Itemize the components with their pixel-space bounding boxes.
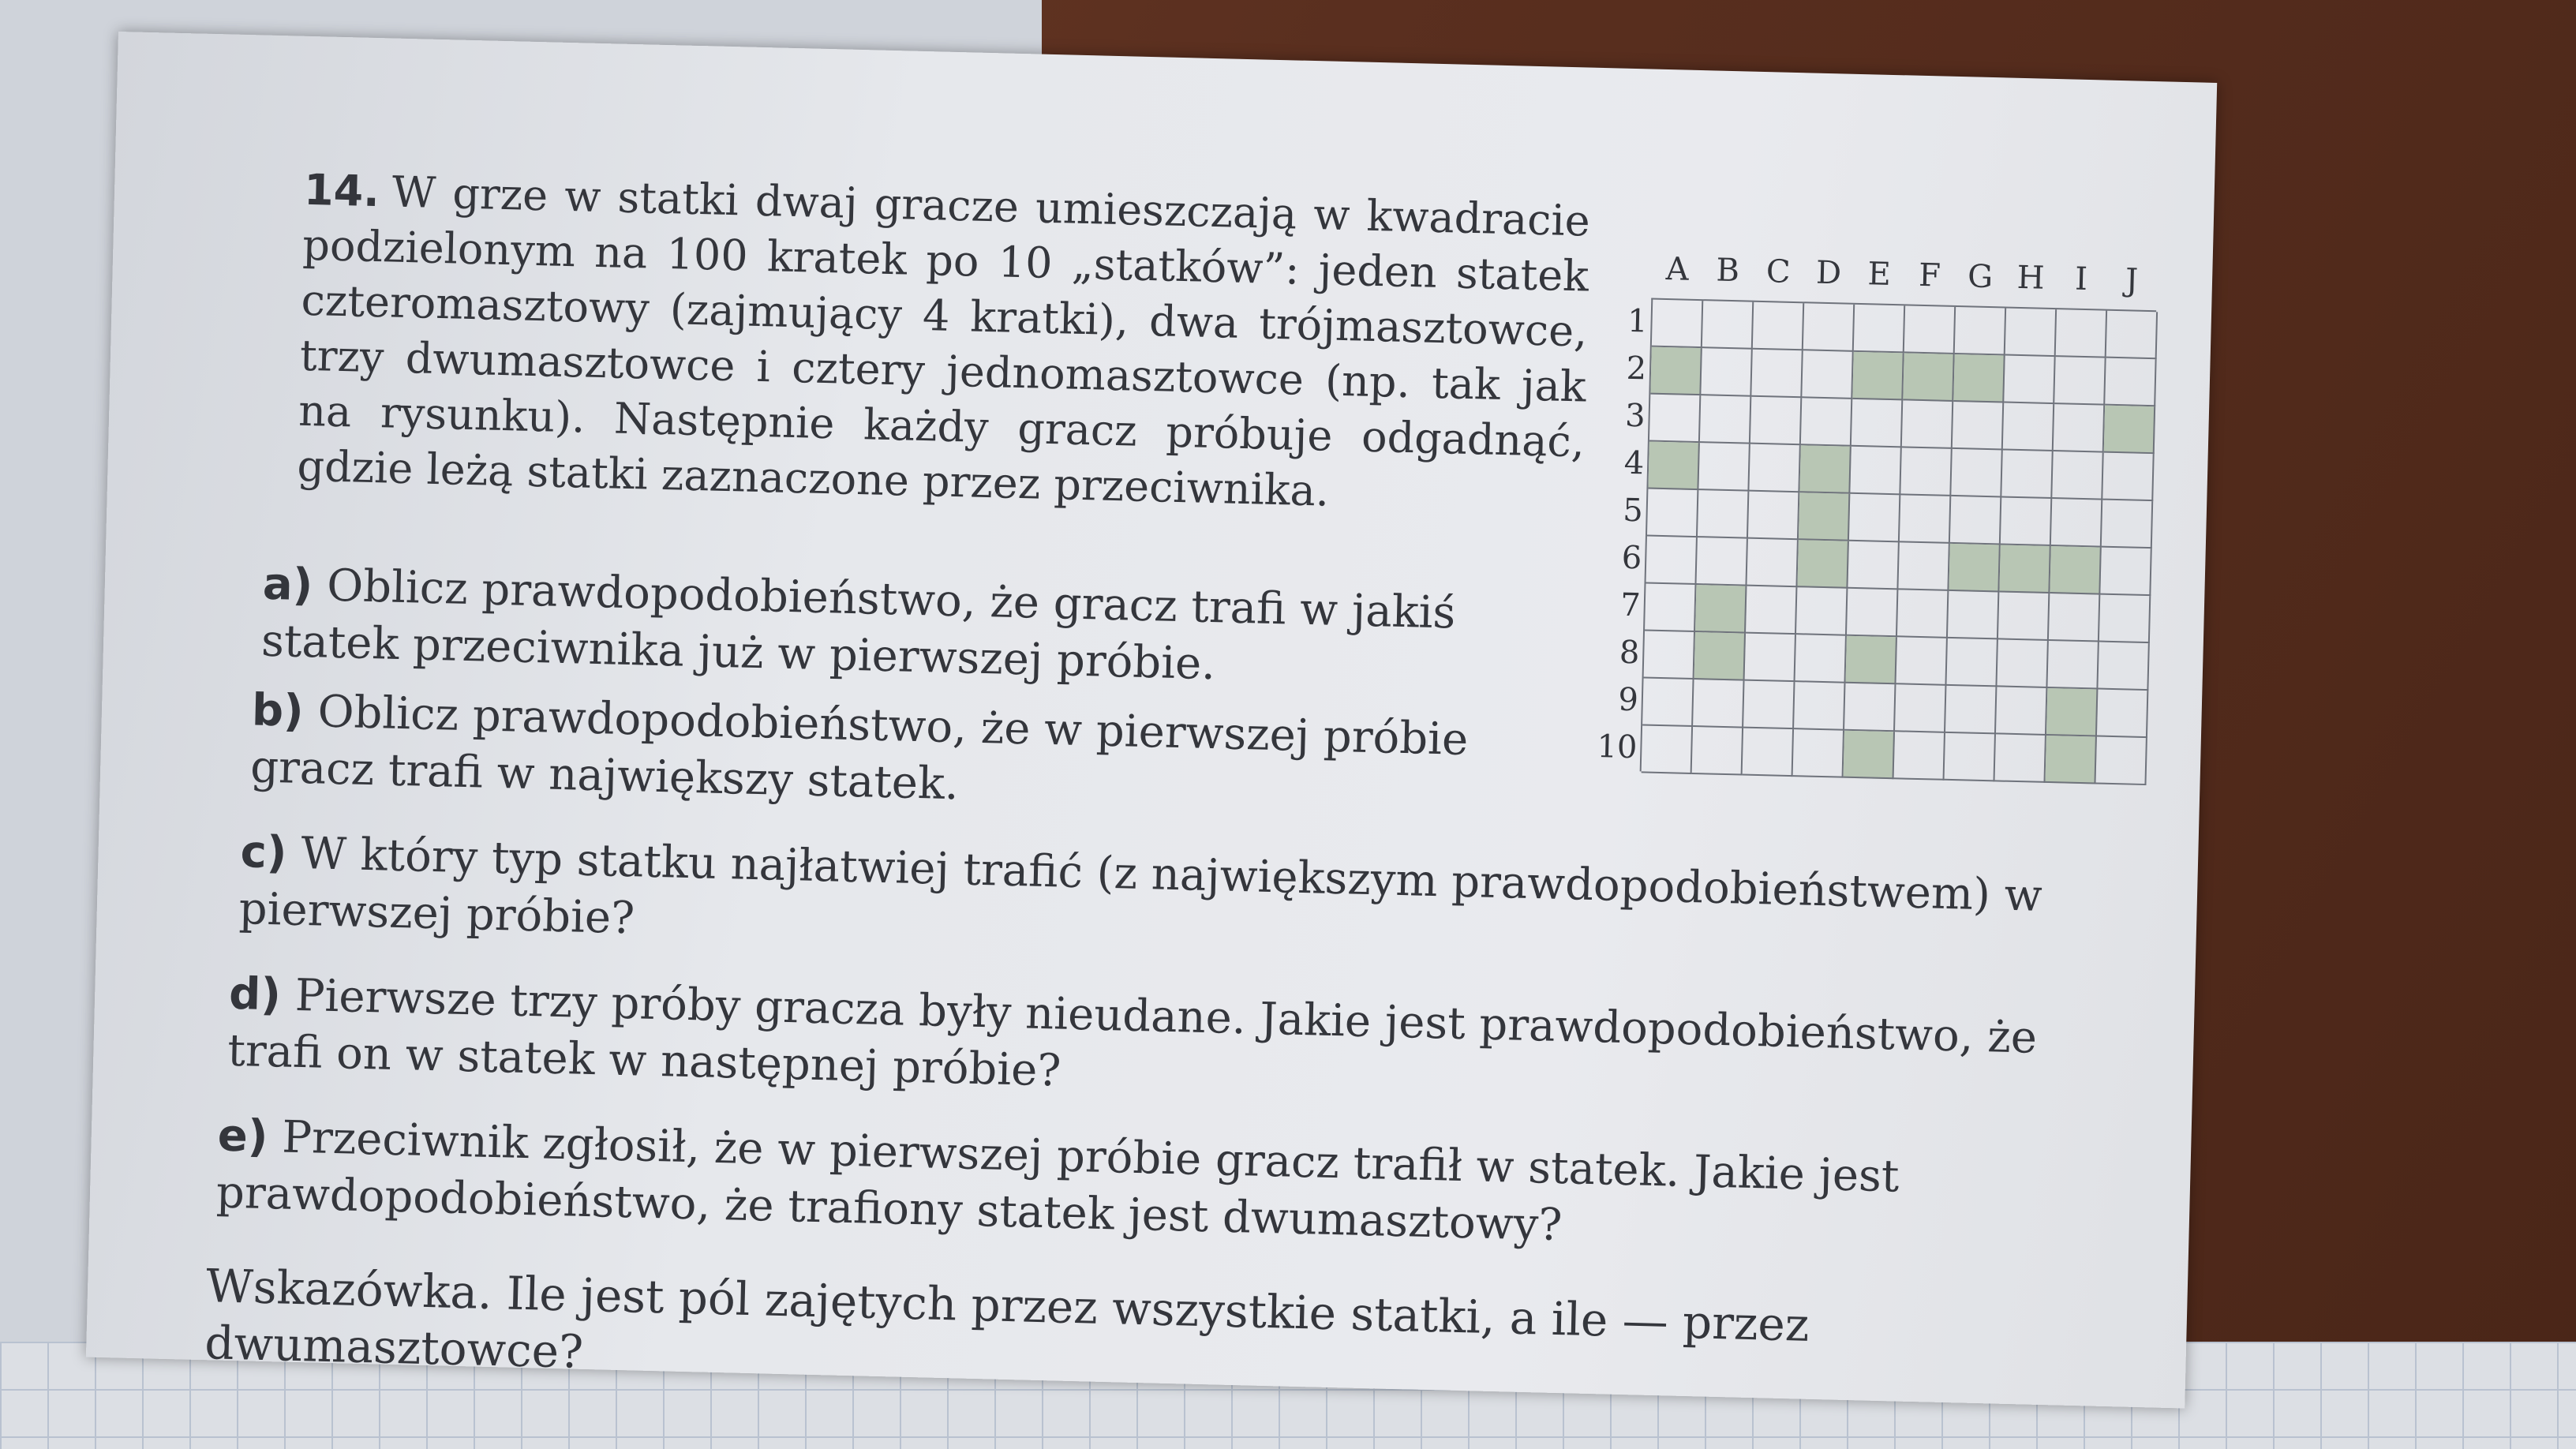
row-label: 3 [1624,397,1646,435]
subquestion-b [249,682,1593,828]
grid-cell [1693,680,1744,728]
grid-cell [1854,305,1905,354]
grid-cell [1802,350,1853,399]
grid-cell [1745,634,1796,683]
grid-cell [1793,729,1844,778]
grid-cell [2004,356,2055,405]
grid-cell [2052,451,2103,500]
grid-cell [1794,682,1845,731]
ship-cell [1650,347,1702,396]
problem-text: W grze w statki dwaj gracze umieszczają w kwadracie podzielonym na 100 kratek po 10 „statków”: jeden statek czteromasztowy (zajmujący 4 kratki), dwa trójmasztowce, trzy dwumasztowce i cztery jednomasztowce (np. tak jak na rysunku). Następnie każdy gracz próbuje odgadnąć, gdzie leżą statki zaznaczone przez przeciwnika. [296,167,1591,516]
grid-cell [1998,592,2050,641]
row-label: 8 [1619,634,1640,672]
column-label: E [1866,256,1892,293]
grid-cell [1645,583,1696,632]
grid-cell [1751,350,1803,399]
grid-cell [1900,495,1951,544]
column-label: I [2074,260,2088,298]
grid-cell [1894,732,1945,781]
grid-cell [1896,637,1947,686]
ship-cell [1799,492,1850,541]
grid-cell [2005,309,2057,358]
grid-cell [1948,591,1999,640]
subquestion-letter: a) [262,558,314,612]
grid-cell [2102,453,2154,502]
subquestion-letter: d) [228,968,282,1021]
subquestion-text: Pierwsze trzy próby gracza były nieudane. Jakie jest prawdopodobieństwo, że trafi on w statek w następnej próbie? [227,969,2038,1097]
ship-cell [1844,731,1895,780]
grid-cell [1801,398,1852,447]
grid-cell [1844,683,1896,732]
column-label: C [1765,253,1792,290]
row-label: 2 [1626,350,1647,388]
column-label: F [1918,256,1941,294]
grid-cell [2051,499,2102,548]
grid-cell [1997,639,2048,688]
grid-cell [2003,403,2054,452]
grid-cell [1696,537,1747,586]
grid-cell [1796,587,1848,636]
grid-cell [2056,309,2107,358]
subquestion-text: Przeciwnik zgłosił, że w pierwszej próbie gracz trafił w statek. Jakie jest prawdopodobieństwo, że trafiony statek jest dwumasztowy? [215,1111,1900,1252]
grid-cell [1904,305,1956,354]
grid-cell [1945,733,1996,782]
grid-cell [1951,449,2002,498]
grid-cell [1647,489,1698,538]
ship-cell [1694,632,1746,681]
grid-cell [1895,684,1946,733]
grid-cell [1994,734,2046,783]
row-label: 5 [1622,492,1644,530]
ship-cell [2046,688,2098,737]
column-label: B [1715,252,1740,290]
grid-cell [1955,307,2006,356]
ship-cell [1999,545,2050,593]
grid-cell [1897,590,1949,638]
grid-cell [1847,589,1898,638]
row-label: 1 [1627,302,1649,340]
subquestion-d [227,966,2140,1126]
grid-cell [2105,358,2156,407]
subquestion-text: Oblicz prawdopodobieństwo, że gracz trafi w jakiś statek przeciwnika już w pierwszej próbie. [260,560,1457,691]
row-label: 10 [1596,728,1638,766]
grid-cell [1795,635,1846,683]
grid-cell [2049,593,2100,642]
battleship-figure [1592,249,2188,800]
ship-cell [1648,442,1699,491]
ship-cell [2050,546,2101,595]
grid-cell [1701,348,1752,397]
textbook-page [86,32,2217,1408]
column-label: J [2125,262,2139,299]
subquestion-letter: b) [251,684,305,737]
grid-cell [1803,303,1855,352]
grid-cell [2099,595,2151,644]
grid-cell [1945,686,1997,735]
problem-number: 14. [303,164,380,217]
grid-cell [1652,300,1703,349]
grid-cell [2001,450,2053,499]
grid-cell [1753,302,1804,351]
grid-cell [1702,301,1754,350]
grid-cell [1743,728,1794,777]
subquestion-e [215,1108,2128,1268]
grid-cell [2097,690,2148,739]
column-label: G [1967,258,1994,296]
grid-cell [1642,678,1694,727]
ship-cell [1852,352,1904,401]
grid-cell [1748,492,1799,541]
grid-cell [1902,400,1953,449]
ship-cell [1799,445,1851,494]
grid-cell [1692,727,1743,776]
grid-cell [1950,496,2001,545]
grid-cell [1743,681,1795,730]
grid-cell [1649,395,1701,444]
row-label: 4 [1623,444,1645,482]
grid-cell [2100,548,2151,597]
grid-cell [2098,642,2149,691]
subquestion-text: W który typ statku najłatwiej trafić (z największym prawdopodobieństwem) w pierwszej próbie? [238,827,2043,945]
grid-cell [2102,500,2153,549]
row-label: 7 [1619,586,1642,624]
problem-statement [297,163,1591,526]
grid-cell [2054,357,2106,406]
battleship-board [1640,298,2156,784]
ship-cell [1953,354,2005,403]
subquestion-letter: e) [217,1110,269,1163]
ship-cell [1695,585,1747,634]
grid-cell [1996,687,2047,736]
ship-cell [2104,406,2155,455]
grid-cell [1900,447,1952,496]
grid-cell [1700,395,1751,444]
grid-cell [1850,447,1901,496]
grid-cell [1852,399,1903,448]
ship-cell [2045,736,2096,784]
grid-cell [2001,497,2052,546]
grid-cell [1946,638,1998,687]
subquestion-a [260,556,1604,702]
subquestion-text: Oblicz prawdopodobieństwo, że w pierwszej próbie gracz trafi w największy statek. [249,686,1469,811]
grid-cell [1898,542,1949,591]
grid-cell [1698,443,1750,492]
column-label: D [1815,254,1842,292]
grid-cell [1848,541,1899,590]
grid-cell [2054,404,2105,453]
column-labels [1652,251,2158,303]
grid-cell [1953,402,2004,451]
ship-cell [1903,353,1954,402]
grid-cell [1749,444,1800,493]
grid-cell [2047,641,2099,690]
grid-cell [2095,737,2147,786]
subquestion-c [238,824,2151,984]
subquestion-letter: c) [239,826,288,879]
grid-cell [1750,397,1802,446]
column-label: H [2016,259,2046,297]
ship-cell [1845,636,1896,685]
grid-cell [1646,537,1697,586]
grid-cell [1747,539,1798,588]
row-label: 6 [1621,539,1642,577]
ship-cell [1797,540,1848,589]
hint: Wskazówka. Ile jest pól zajętych przez wszystkie statki, a ile — przez dwumasztowce? [204,1259,1810,1379]
ship-cell [1949,544,2000,593]
grid-cell [2106,311,2158,360]
grid-cell [1698,490,1749,539]
column-label: A [1665,251,1690,288]
grid-cell [1746,586,1797,635]
row-labels [1593,297,1649,771]
grid-cell [1849,494,1900,543]
grid-cell [1644,631,1695,680]
row-label: 9 [1617,681,1639,719]
grid-cell [1642,725,1693,774]
